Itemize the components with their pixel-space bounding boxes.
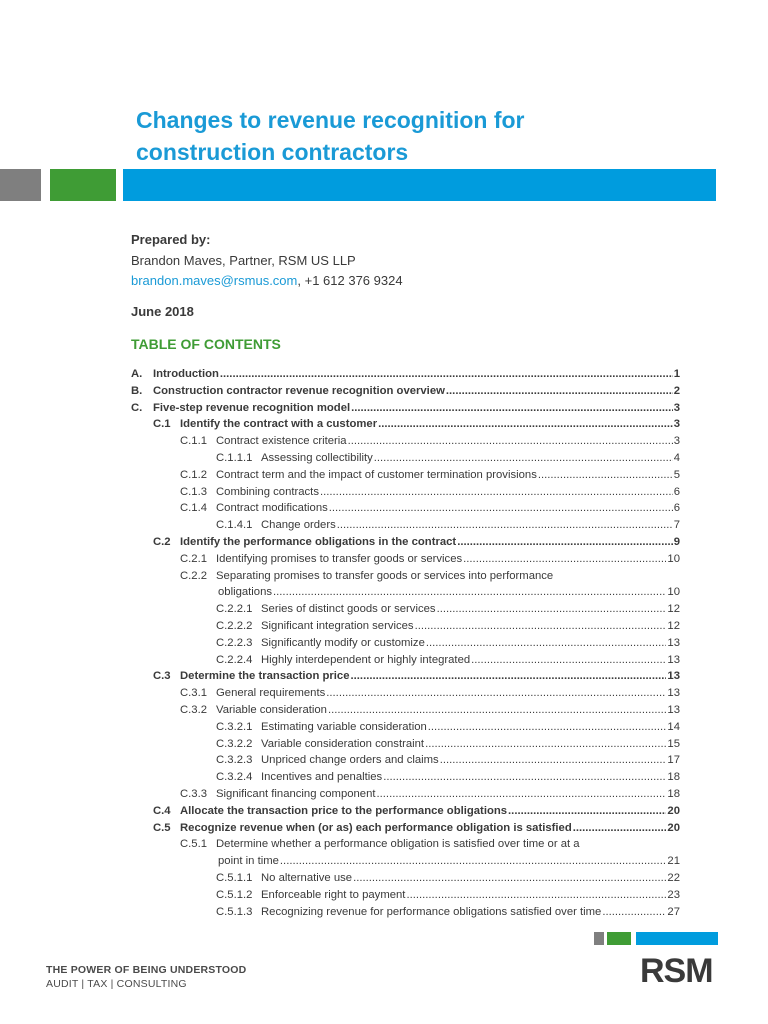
toc-entry[interactable] bbox=[131, 769, 680, 786]
toc-entry-number: C.3.1 bbox=[180, 687, 208, 700]
logo-block-blue bbox=[636, 932, 718, 945]
toc-entry-title: Contract term and the impact of customer termination provisions bbox=[216, 468, 537, 481]
toc-entry[interactable] bbox=[131, 416, 680, 433]
toc-entry-number: C.3.2.4 bbox=[216, 771, 253, 784]
toc-entry-page: 17 bbox=[667, 754, 680, 767]
toc-leader-dots bbox=[437, 601, 667, 618]
toc-entry-title: Variable consideration bbox=[216, 703, 327, 716]
toc-entry-page: 6 bbox=[673, 502, 680, 515]
toc-entry-page: 13 bbox=[667, 636, 680, 649]
toc-entry-page: 21 bbox=[667, 855, 680, 868]
toc-entry-number: C.5.1.2 bbox=[216, 888, 253, 901]
toc-entry[interactable] bbox=[131, 786, 680, 803]
toc-leader-dots bbox=[415, 618, 667, 635]
toc-entry-page: 12 bbox=[667, 603, 680, 616]
toc-entry-number: C.2.2.4 bbox=[216, 653, 253, 666]
toc-entry[interactable] bbox=[131, 853, 680, 870]
toc-entry-title: Unpriced change orders and claims bbox=[261, 754, 439, 767]
toc-entry-title: Incentives and penalties bbox=[261, 771, 383, 784]
toc-entry[interactable] bbox=[131, 534, 680, 551]
title-line-2: construction contractors bbox=[136, 139, 409, 165]
toc-entry-number: C.3.2.2 bbox=[216, 737, 253, 750]
toc-entry[interactable] bbox=[131, 568, 680, 585]
toc-entry[interactable] bbox=[131, 685, 680, 702]
toc-entry-title: Identify the contract with a customer bbox=[180, 418, 378, 431]
toc-entry-number: C.1.4 bbox=[180, 502, 208, 515]
toc-leader-dots bbox=[280, 853, 667, 870]
toc-leader-dots bbox=[374, 450, 673, 467]
toc-entry-title: Determine the transaction price bbox=[180, 670, 350, 683]
toc-entry-page: 20 bbox=[667, 821, 680, 834]
toc-entry-page: 3 bbox=[673, 418, 680, 431]
toc-entry-title: Construction contractor revenue recognition overview bbox=[153, 384, 445, 397]
toc-entry-title: obligations bbox=[218, 586, 273, 599]
toc-heading: TABLE OF CONTENTS bbox=[131, 336, 281, 352]
header-bar-gray bbox=[0, 169, 41, 201]
toc-entry[interactable] bbox=[131, 803, 680, 820]
toc-entry-number: C.2.2.1 bbox=[216, 603, 253, 616]
document-title bbox=[136, 104, 696, 168]
rsm-logo: RSM bbox=[640, 952, 713, 990]
table-of-contents bbox=[131, 366, 680, 920]
toc-entry[interactable] bbox=[131, 366, 680, 383]
toc-entry-page: 2 bbox=[673, 384, 680, 397]
toc-entry[interactable] bbox=[131, 450, 680, 467]
toc-entry[interactable] bbox=[131, 887, 680, 904]
toc-entry-title: Series of distinct goods or services bbox=[261, 603, 436, 616]
toc-entry-page: 6 bbox=[673, 485, 680, 498]
toc-entry-number: C.2.2.3 bbox=[216, 636, 253, 649]
toc-entry[interactable] bbox=[131, 517, 680, 534]
toc-entry-number: C.1.4.1 bbox=[216, 519, 253, 532]
author-email-link[interactable]: brandon.maves@rsmus.com bbox=[131, 273, 298, 288]
toc-leader-dots bbox=[273, 584, 666, 601]
toc-entry-page: 14 bbox=[667, 720, 680, 733]
toc-leader-dots bbox=[378, 416, 673, 433]
toc-entry-page: 7 bbox=[673, 519, 680, 532]
footer-tagline-line-2: AUDIT | TAX | CONSULTING bbox=[46, 978, 187, 990]
toc-entry-title: No alternative use bbox=[261, 871, 353, 884]
toc-leader-dots bbox=[320, 484, 673, 501]
toc-entry-page: 23 bbox=[667, 888, 680, 901]
toc-entry[interactable] bbox=[131, 400, 680, 417]
toc-leader-dots bbox=[328, 702, 666, 719]
toc-entry-number: C.3.2.1 bbox=[216, 720, 253, 733]
toc-leader-dots bbox=[440, 752, 667, 769]
toc-leader-dots bbox=[463, 551, 666, 568]
toc-entry[interactable] bbox=[131, 500, 680, 517]
toc-entry-title: General requirements bbox=[216, 687, 326, 700]
toc-entry[interactable] bbox=[131, 484, 680, 501]
toc-leader-dots bbox=[471, 652, 666, 669]
toc-entry-number: C.5.1 bbox=[180, 838, 208, 851]
document-date: June 2018 bbox=[131, 304, 194, 319]
toc-entry-number: C. bbox=[131, 401, 143, 414]
toc-entry-title: point in time bbox=[218, 855, 279, 868]
toc-entry-title: Contract modifications bbox=[216, 502, 328, 515]
toc-entry[interactable] bbox=[131, 752, 680, 769]
toc-entry[interactable] bbox=[131, 551, 680, 568]
toc-entry-title: Combining contracts bbox=[216, 485, 319, 498]
author-contact bbox=[131, 273, 403, 288]
toc-entry-page: 10 bbox=[667, 552, 680, 565]
toc-entry-number: C.3.2 bbox=[180, 703, 208, 716]
toc-entry-number: C.3 bbox=[153, 670, 171, 683]
toc-entry-title: Introduction bbox=[153, 368, 219, 380]
header-bar-blue bbox=[123, 169, 716, 201]
toc-entry-number: A. bbox=[131, 368, 143, 380]
toc-entry-title: Separating promises to transfer goods or services into performance bbox=[216, 569, 554, 582]
toc-entry-page: 4 bbox=[673, 451, 680, 464]
toc-entry-page: 20 bbox=[667, 804, 680, 817]
toc-entry[interactable] bbox=[131, 433, 680, 450]
toc-entry-number: C.1.1.1 bbox=[216, 451, 253, 464]
title-line-1: Changes to revenue recognition for bbox=[136, 107, 525, 133]
author-name: Brandon Maves, Partner, RSM US LLP bbox=[131, 253, 356, 268]
toc-entry[interactable] bbox=[131, 635, 680, 652]
toc-entry-number: C.4 bbox=[153, 804, 171, 817]
toc-entry-title: Recognizing revenue for performance obligations satisfied over time bbox=[261, 905, 602, 918]
toc-leader-dots bbox=[383, 769, 666, 786]
toc-entry[interactable] bbox=[131, 601, 680, 618]
toc-entry[interactable] bbox=[131, 584, 680, 601]
toc-entry[interactable] bbox=[131, 904, 680, 921]
toc-leader-dots bbox=[573, 820, 667, 837]
toc-entry-page: 3 bbox=[673, 401, 680, 414]
toc-leader-dots bbox=[426, 635, 667, 652]
toc-entry-title: Change orders bbox=[261, 519, 336, 532]
toc-entry-page: 5 bbox=[673, 468, 680, 481]
toc-leader-dots bbox=[337, 517, 673, 534]
toc-leader-dots bbox=[428, 719, 667, 736]
toc-entry-page: 13 bbox=[667, 687, 680, 700]
toc-leader-dots bbox=[326, 685, 666, 702]
toc-entry-number: B. bbox=[131, 384, 143, 397]
toc-entry-number: C.2.1 bbox=[180, 552, 208, 565]
toc-entry-number: C.5 bbox=[153, 821, 171, 834]
toc-entry-title: Determine whether a performance obligation is satisfied over time or at a bbox=[216, 838, 580, 851]
toc-entry[interactable] bbox=[131, 820, 680, 837]
logo-block-green bbox=[607, 932, 631, 945]
toc-entry-title: Recognize revenue when (or as) each performance obligation is satisfied bbox=[180, 821, 572, 834]
toc-entry-number: C.3.3 bbox=[180, 787, 208, 800]
toc-entry-title: Significant integration services bbox=[261, 619, 414, 632]
toc-entry-number: C.3.2.3 bbox=[216, 754, 253, 767]
toc-leader-dots bbox=[377, 786, 667, 803]
toc-leader-dots bbox=[351, 668, 667, 685]
toc-entry-number: C.1.1 bbox=[180, 435, 208, 448]
toc-entry-page: 3 bbox=[673, 435, 680, 448]
toc-entry-number: C.2.2.2 bbox=[216, 619, 253, 632]
toc-entry-title: Significantly modify or customize bbox=[261, 636, 425, 649]
toc-entry-title: Assessing collectibility bbox=[261, 451, 373, 464]
toc-entry-page: 13 bbox=[667, 670, 680, 683]
footer-tagline-line-1: THE POWER OF BEING UNDERSTOOD bbox=[46, 964, 247, 976]
toc-entry[interactable] bbox=[131, 668, 680, 685]
toc-entry-title: Identifying promises to transfer goods or services bbox=[216, 552, 463, 565]
toc-leader-dots bbox=[329, 500, 673, 517]
toc-entry[interactable] bbox=[131, 618, 680, 635]
toc-entry-page: 12 bbox=[667, 619, 680, 632]
toc-entry-title: Significant financing component bbox=[216, 787, 376, 800]
prepared-by-label: Prepared by: bbox=[131, 232, 211, 247]
toc-entry-number: C.1.2 bbox=[180, 468, 208, 481]
toc-entry-title: Allocate the transaction price to the performance obligations bbox=[180, 804, 508, 817]
toc-entry-title: Estimating variable consideration bbox=[261, 720, 427, 733]
toc-entry-number: C.2.2 bbox=[180, 569, 208, 582]
toc-entry-title: Contract existence criteria bbox=[216, 435, 347, 448]
toc-entry-number: C.2 bbox=[153, 535, 171, 548]
toc-leader-dots bbox=[538, 467, 673, 484]
toc-entry[interactable] bbox=[131, 702, 680, 719]
toc-leader-dots bbox=[220, 366, 673, 383]
toc-entry[interactable] bbox=[131, 383, 680, 400]
toc-entry[interactable] bbox=[131, 652, 680, 669]
toc-entry-title: Highly interdependent or highly integrated bbox=[261, 653, 471, 666]
toc-leader-dots bbox=[446, 383, 673, 400]
toc-leader-dots bbox=[351, 400, 673, 417]
toc-entry-title: Five-step revenue recognition model bbox=[153, 401, 351, 414]
toc-entry[interactable] bbox=[131, 736, 680, 753]
toc-leader-dots bbox=[406, 887, 666, 904]
toc-entry-page: 13 bbox=[667, 653, 680, 666]
toc-entry-page: 27 bbox=[667, 905, 680, 918]
toc-entry-page: 1 bbox=[673, 368, 680, 380]
toc-entry-number: C.1.3 bbox=[180, 485, 208, 498]
toc-entry-page: 15 bbox=[667, 737, 680, 750]
toc-entry-page: 18 bbox=[667, 787, 680, 800]
toc-entry-number: C.5.1.3 bbox=[216, 905, 253, 918]
toc-entry-page: 18 bbox=[667, 771, 680, 784]
toc-entry-title: Enforceable right to payment bbox=[261, 888, 406, 901]
toc-entry-page: 9 bbox=[673, 535, 680, 548]
toc-entry-page: 10 bbox=[667, 586, 680, 599]
toc-leader-dots bbox=[457, 534, 673, 551]
toc-leader-dots bbox=[602, 904, 666, 921]
toc-entry-title: Variable consideration constraint bbox=[261, 737, 425, 750]
footer-tagline bbox=[46, 963, 246, 991]
toc-entry[interactable] bbox=[131, 836, 680, 853]
toc-entry[interactable] bbox=[131, 467, 680, 484]
toc-entry-title: Identify the performance obligations in the contract bbox=[180, 535, 457, 548]
toc-entry-page: 13 bbox=[667, 703, 680, 716]
header-bar-green bbox=[50, 169, 116, 201]
toc-entry[interactable] bbox=[131, 870, 680, 887]
toc-entry-number: C.5.1.1 bbox=[216, 871, 253, 884]
toc-leader-dots bbox=[425, 736, 666, 753]
author-phone: , +1 612 376 9324 bbox=[297, 273, 403, 288]
toc-leader-dots bbox=[348, 433, 673, 450]
toc-entry[interactable] bbox=[131, 719, 680, 736]
toc-entry-page: 22 bbox=[667, 871, 680, 884]
toc-leader-dots bbox=[508, 803, 666, 820]
toc-entry-number: C.1 bbox=[153, 418, 171, 431]
logo-block-gray bbox=[594, 932, 604, 945]
toc-leader-dots bbox=[353, 870, 666, 887]
